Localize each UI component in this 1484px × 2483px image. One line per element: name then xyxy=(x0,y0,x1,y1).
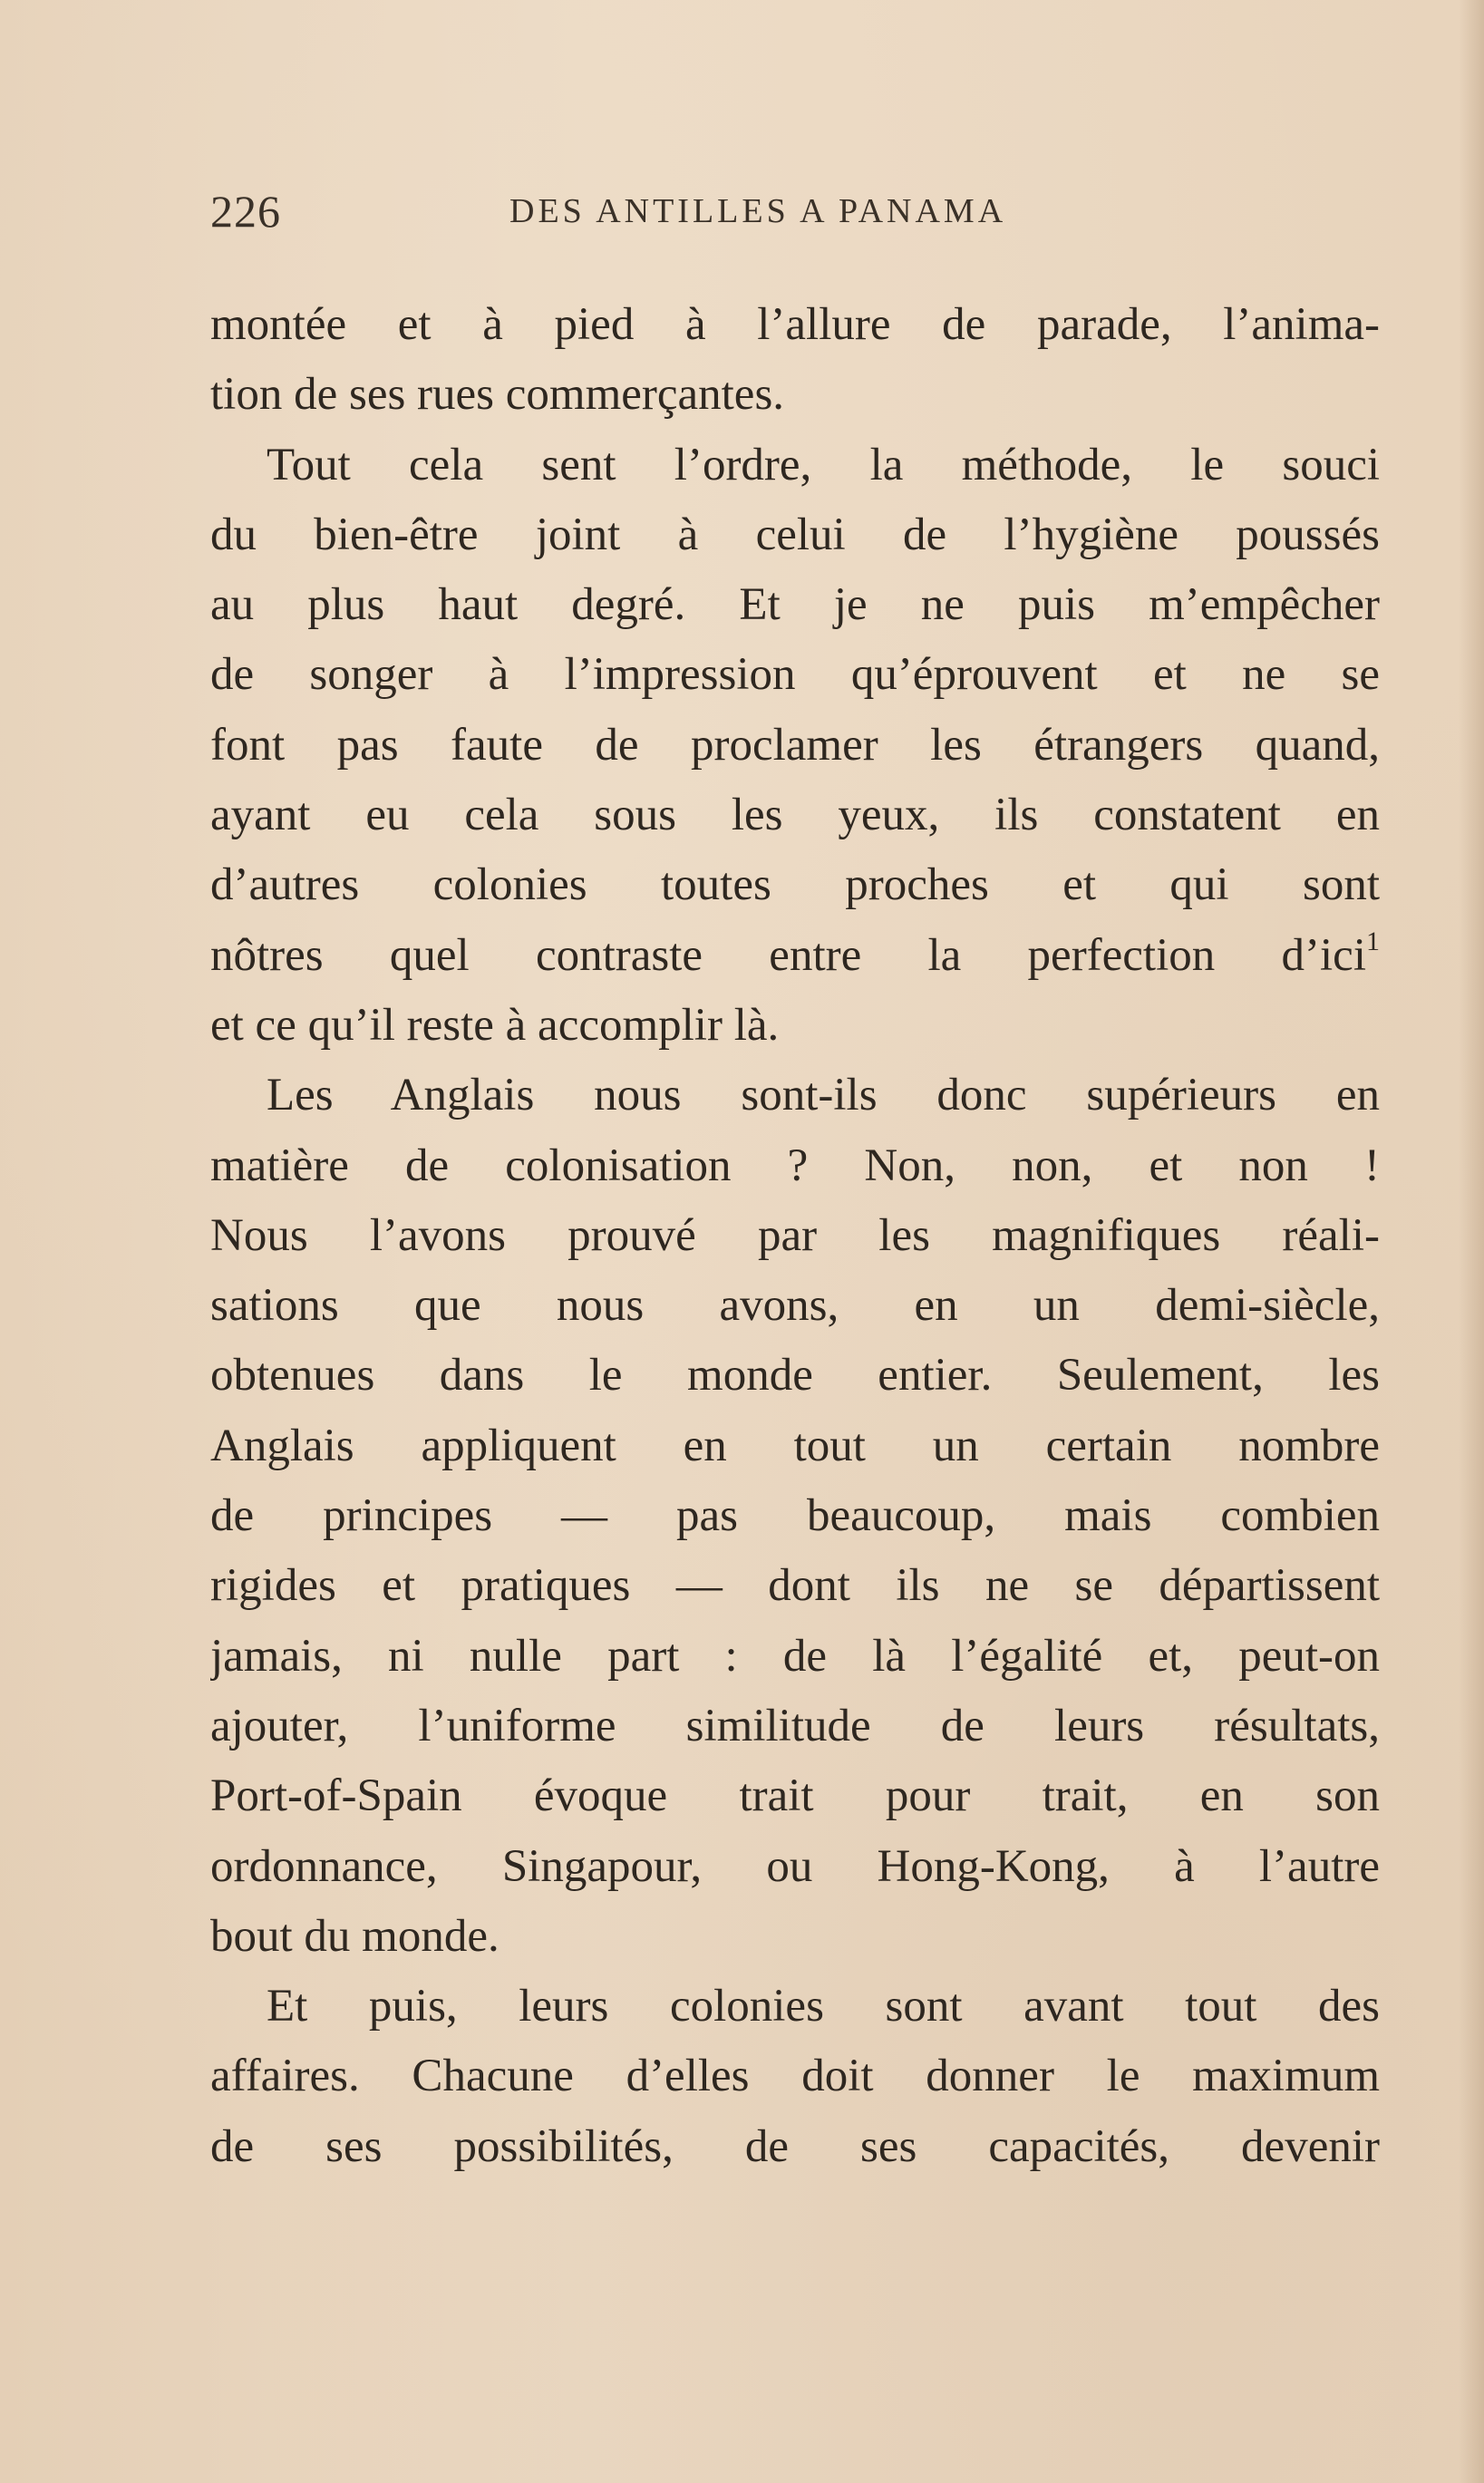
text-line: nôtres quel contraste entre la perfection d’ici$^1$ xyxy=(210,926,1380,981)
text-line: tion de ses rues commerçantes. xyxy=(210,369,785,421)
text-line: font pas faute de proclamer les étrangers quand, xyxy=(210,719,1380,771)
text-line: au plus haut degré. Et je ne puis m’empêcher xyxy=(210,579,1380,631)
text-line: bout du monde. xyxy=(210,1910,500,1962)
text-line: matière de colonisation ? Non, non, et non ! xyxy=(210,1140,1380,1191)
running-title: DES ANTILLES A PANAMA xyxy=(509,192,1007,230)
text-line: ajouter, l’uniforme similitude de leurs résultats, xyxy=(210,1700,1380,1751)
text-line: Anglais appliquent en tout un certain nombre xyxy=(210,1420,1380,1471)
text-line: et ce qu’il reste à accomplir là. xyxy=(210,999,780,1051)
text-line: affaires. Chacune d’elles doit donner le maximum xyxy=(210,2051,1380,2102)
text-line: ayant eu cela sous les yeux, ils constatent en xyxy=(210,790,1380,841)
footnote-marker: 1 xyxy=(1366,926,1380,956)
text-line: jamais, ni nulle part : de là l’égalité et, peut-on xyxy=(210,1630,1380,1682)
text-line: Les Anglais nous sont-ils donc supérieurs en xyxy=(267,1070,1380,1121)
text-line: montée et à pied à l’allure de parade, l’anima- xyxy=(210,299,1380,350)
text-line: Et puis, leurs colonies sont avant tout des xyxy=(267,1981,1380,2032)
text-line: Port-of-Spain évoque trait pour trait, en son xyxy=(210,1770,1380,1822)
body-text xyxy=(210,290,1380,2182)
text-line: obtenues dans le monde entier. Seulement, les xyxy=(210,1350,1380,1402)
running-head xyxy=(210,184,1380,238)
text-line: d’autres colonies toutes proches et qui sont xyxy=(210,859,1380,911)
text-line: de principes — pas beaucoup, mais combien xyxy=(210,1490,1380,1542)
text-line: de ses possibilités, de ses capacités, devenir xyxy=(210,2120,1380,2172)
page-number: 226 xyxy=(210,186,281,237)
text-line: sations que nous avons, en un demi-siècle, xyxy=(210,1280,1380,1332)
text-line: Nous l’avons prouvé par les magnifiques réali- xyxy=(210,1209,1380,1261)
text-line: ordonnance, Singapour, ou Hong-Kong, à l’autre xyxy=(210,1840,1380,1892)
text-line: du bien-être joint à celui de l’hygiène poussés xyxy=(210,509,1380,560)
text-line: rigides et pratiques — dont ils ne se départissent xyxy=(210,1560,1380,1612)
page-edge-shadow xyxy=(1459,0,1484,2483)
text-line: Tout cela sent l’ordre, la méthode, le souci xyxy=(267,439,1380,490)
text-line: de songer à l’impression qu’éprouvent et ne se xyxy=(210,649,1380,701)
